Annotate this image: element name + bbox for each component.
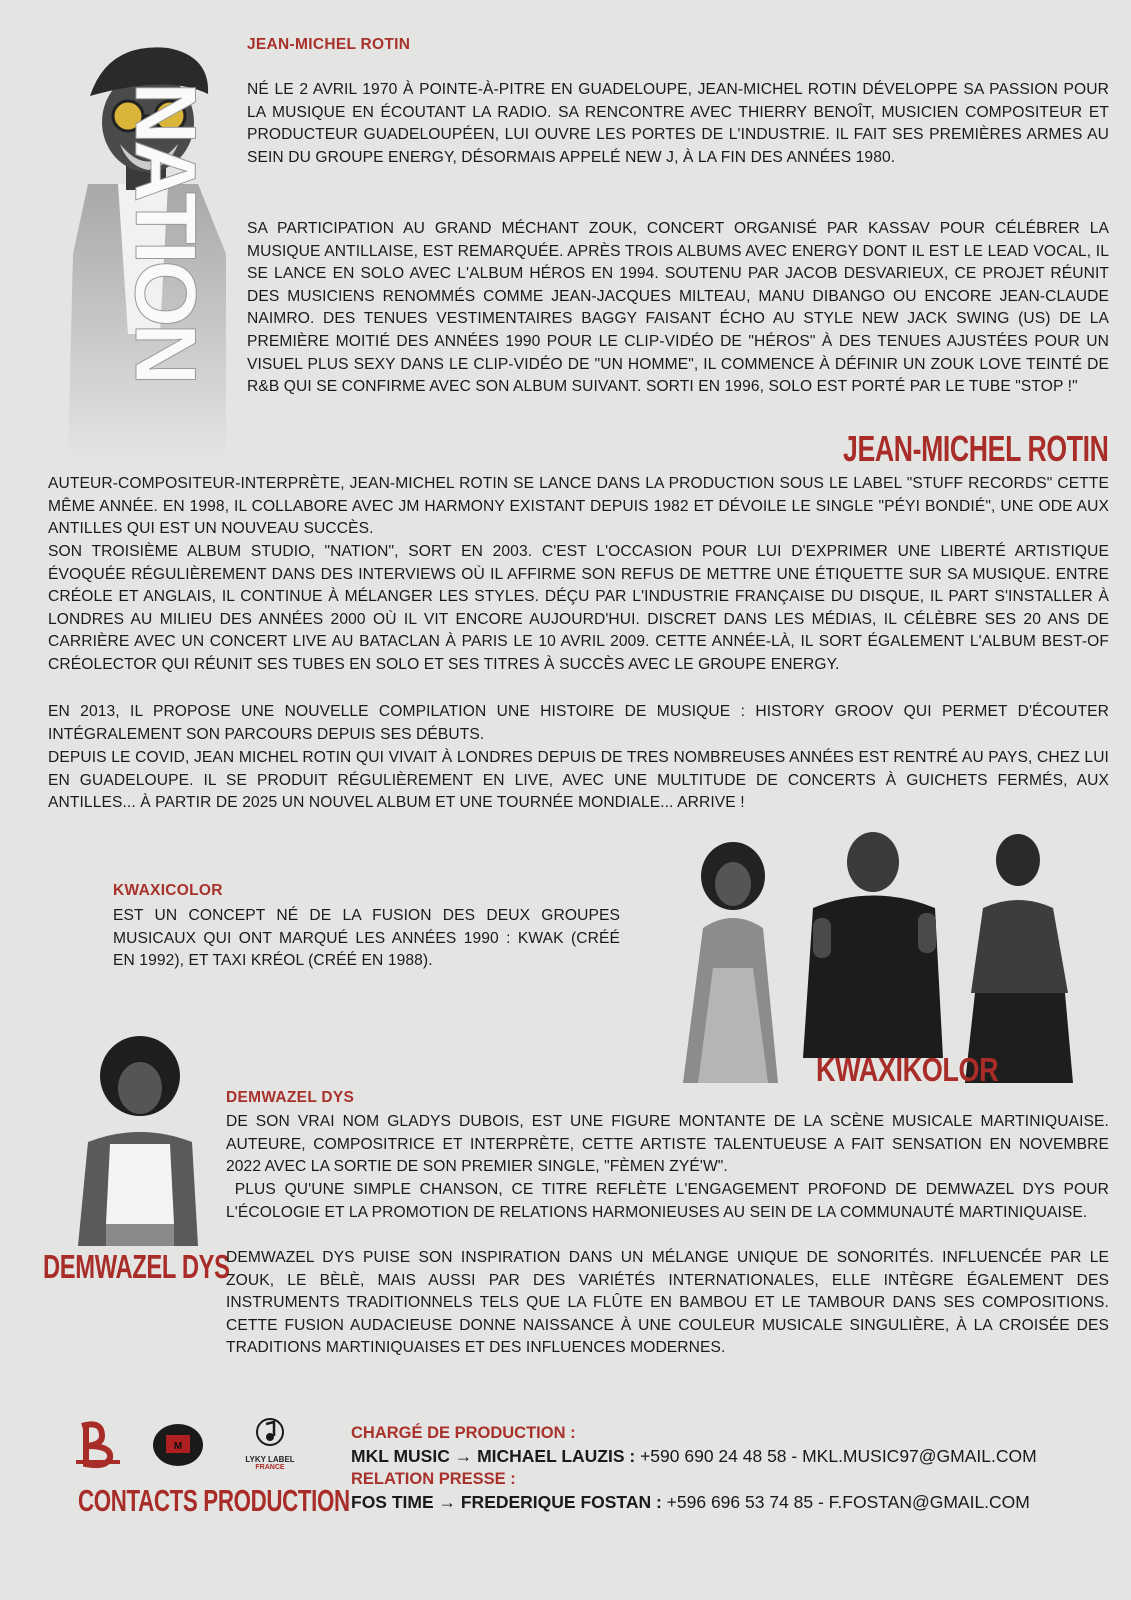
dys-banner: DEMWAZEL DYS	[43, 1248, 230, 1285]
jmr-paragraph-3: AUTEUR-COMPOSITEUR-INTERPRÈTE, JEAN-MICHEL ROTIN SE LANCE DANS LA PRODUCTION SOUS LE LABEL "STUFF RECORDS" CETTE MÊME ANNÉE. EN 1998, IL COLLABORE AVEC JM HARMONY EXISTANT DEPUIS 1982 ET DÉVOILE LE SINGLE "PÉYI BONDIÉ", UNE ODE AUX ANTILLES QUI EST UN NOUVEAU SUCCÈS.	[48, 475, 1109, 538]
dys-photo	[68, 1034, 208, 1246]
lyky-label-line2: FRANCE	[255, 1464, 285, 1470]
production-detail: +590 690 24 48 58 - MKL.MUSIC97@GMAIL.COM	[635, 1446, 1037, 1466]
dys-heading: DEMWAZEL DYS	[226, 1089, 355, 1106]
dys-paragraph-1: DE SON VRAI NOM GLADYS DUBOIS, EST UNE FIGURE MONTANTE DE LA SCÈNE MUSICALE MARTINIQUAISE. AUTEURE, COMPOSITRICE ET INTERPRÈTE, CETTE ARTISTE TALENTUEUSE A FAIT SENSATION EN NOVEMBRE 2022 AVEC LA SORTIE DE SON PREMIER SINGLE, "FÈMEN ZYÉ'W".	[226, 1113, 1109, 1176]
jmr-photo	[48, 34, 226, 459]
production-name: MKL MUSIC → MICHAEL LAUZIS :	[351, 1446, 636, 1466]
kwaxi-banner: KWAXIKOLOR	[816, 1051, 999, 1088]
lyky-label-line1: LYKY LABEL	[245, 1455, 295, 1464]
contacts-block	[351, 1422, 1037, 1514]
press-contact	[351, 1491, 1037, 1514]
production-contact	[351, 1445, 1037, 1468]
kwaxi-heading: KWAXICOLOR	[113, 882, 223, 899]
press-name: FOS TIME → FREDERIQUE FOSTAN :	[351, 1492, 662, 1512]
production-label: CHARGÉ DE PRODUCTION :	[351, 1424, 576, 1442]
dys-paragraph-2: PLUS QU'UNE SIMPLE CHANSON, CE TITRE REFLÈTE L'ENGAGEMENT PROFOND DE DEMWAZEL DYS POUR L'ÉCOLOGIE ET LA PROMOTION DE RELATIONS HARMONIEUSES AU SEIN DE LA COMMUNAUTÉ MARTINIQUAISE.	[226, 1181, 1114, 1221]
jmr-paragraph-6: DEPUIS LE COVID, JEAN MICHEL ROTIN QUI VIVAIT À LONDRES DEPUIS DE TRES NOMBREUSES ANNÉES EST RENTRÉ AU PAYS, CHEZ LUI EN GUADELOUPE. IL SE PRODUIT RÉGULIÈREMENT EN LIVE, AVEC UNE MULTITUDE DE CONCERTS À GUICHETS FERMÉS, AUX ANTILLES... À PARTIR DE 2025 UN NOUVEL ALBUM ET UNE TOURNÉE MONDIALE... ARRIVE !	[48, 749, 1109, 812]
press-label: RELATION PRESSE :	[351, 1470, 516, 1488]
jmr-paragraph-4: SON TROISIÈME ALBUM STUDIO, "NATION", SORT EN 2003. C'EST L'OCCASION POUR LUI D'EXPRIMER UNE LIBERTÉ ARTISTIQUE ÉVOQUÉE RÉGULIÈREMENT DANS DES INTERVIEWS OÙ IL AFFIRME SON REFUS DE METTRE UNE ÉTIQUETTE SUR SA MUSIQUE. ENTRE CRÉOLE ET ANGLAIS, IL CONTINUE À MÉLANGER LES STYLES. DÉÇU PAR L'INDUSTRIE FRANÇAISE DU DISQUE, IL PART S'INSTALLER À LONDRES AU MILIEU DES ANNÉES 2000 OÙ IL VIT ENCORE AUJOURD'HUI. DISCRET DANS LES MÉDIAS, IL CÉLÈBRE SES 20 ANS DE CARRIÈRE AVEC UN CONCERT LIVE AU BATACLAN À PARIS LE 10 AVRIL 2009. CETTE ANNÉE-LÀ, IL SORT ÉGALEMENT L'ALBUM BEST-OF CRÉOLECTOR QUI RÉUNIT SES TUBES EN SOLO ET SES TITRES À SUCCÈS AVEC LE GROUPE ENERGY.	[48, 543, 1109, 673]
jmr-name-banner: JEAN-MICHEL ROTIN	[843, 428, 1109, 469]
logo-red-monogram	[72, 1418, 124, 1470]
logo-mkl-music	[152, 1423, 204, 1467]
press-detail: +596 696 53 74 85 - F.FOSTAN@GMAIL.COM	[661, 1492, 1030, 1512]
lyky-note-icon	[240, 1416, 300, 1450]
kwaxi-group-photo	[673, 818, 1111, 1083]
kwaxi-text: EST UN CONCEPT NÉ DE LA FUSION DES DEUX GROUPES MUSICAUX QUI ONT MARQUÉ LES ANNÉES 1990 : KWAK (CRÉÉ EN 1992), ET TAXI KRÉOL (CRÉÉ EN 1988).	[113, 907, 620, 970]
dys-paragraph-3: DEMWAZEL DYS PUISE SON INSPIRATION DANS UN MÉLANGE UNIQUE DE SONORITÉS. INFLUENCÉE PAR LE ZOUK, LE BÈLÈ, MAIS AUSSI PAR DES VARIÉTÉS INTERNATIONALES, ELLE INTÈGRE ÉGALEMENT DES INSTRUMENTS TRADITIONNELS TELS QUE LA FLÛTE EN BAMBOU ET LE TAMBOUR DANS SES COMPOSITIONS. CETTE FUSION AUDACIEUSE DONNE NAISSANCE À UNE COULEUR MUSICALE SINGULIÈRE, À LA CROISÉE DES TRADITIONS MARTINIQUAISES ET DES INFLUENCES MODERNES.	[226, 1249, 1109, 1357]
logo-lyky-label	[240, 1416, 300, 1472]
contacts-banner: CONTACTS PRODUCTION	[78, 1483, 350, 1518]
jmr-heading: JEAN-MICHEL ROTIN	[247, 36, 411, 53]
svg-text:M: M	[173, 1441, 183, 1452]
jmr-paragraph-5: EN 2013, IL PROPOSE UNE NOUVELLE COMPILATION UNE HISTOIRE DE MUSIQUE : HISTORY GROOV QUI PERMET D'ÉCOUTER INTÉGRALEMENT SON PARCOURS DEPUIS SES DÉBUTS.	[48, 703, 1109, 743]
jmr-paragraph-1: NÉ LE 2 AVRIL 1970 À POINTE-À-PITRE EN GUADELOUPE, JEAN-MICHEL ROTIN DÉVELOPPE SA PASSION POUR LA MUSIQUE EN ÉCOUTANT LA RADIO. SA RENCONTRE AVEC THIERRY BENOÎT, MUSICIEN COMPOSITEUR ET PRODUCTEUR GUADELOUPÉEN, LUI OUVRE LES PORTES DE L'INDUSTRIE. IL FAIT SES PREMIÈRES ARMES AU SEIN DU GROUPE ENERGY, DÉSORMAIS APPELÉ NEW J, À LA FIN DES ANNÉES 1980.	[247, 81, 1109, 166]
jmr-paragraph-2: SA PARTICIPATION AU GRAND MÉCHANT ZOUK, CONCERT ORGANISÉ PAR KASSAV POUR CÉLÉBRER LA MUSIQUE ANTILLAISE, EST REMARQUÉE. APRÈS TROIS ALBUMS AVEC ENERGY DONT IL EST LE LEAD VOCAL, IL SE LANCE EN SOLO AVEC L'ALBUM HÉROS EN 1994. SOUTENU PAR JACOB DESVARIEUX, CE PROJET RÉUNIT DES MUSICIENS RENOMMÉS COMME JEAN-JACQUES MILTEAU, MANU DIBANGO OU ENCORE JEAN-CLAUDE NAIMRO. DES TENUES VESTIMENTAIRES BAGGY FAISANT ÉCHO AU STYLE NEW JACK SWING (US) DE LA PREMIÈRE MOITIÉ DES ANNÉES 1990 POUR LE CLIP-VIDÉO DE "HÉROS" À DES TENUES AJUSTÉES POUR UN VISUEL PLUS SEXY DANS LE CLIP-VIDÉO DE "UN HOMME", IL COMMENCE À DÉFINIR UN ZOUK LOVE TEINTÉ DE R&B QUI SE CONFIRME AVEC SON ALBUM SUIVANT. SORTI EN 1996, SOLO EST PORTÉ PAR LE TUBE "STOP !"	[247, 220, 1109, 396]
jmr-vertical-text: NATION	[117, 82, 213, 382]
